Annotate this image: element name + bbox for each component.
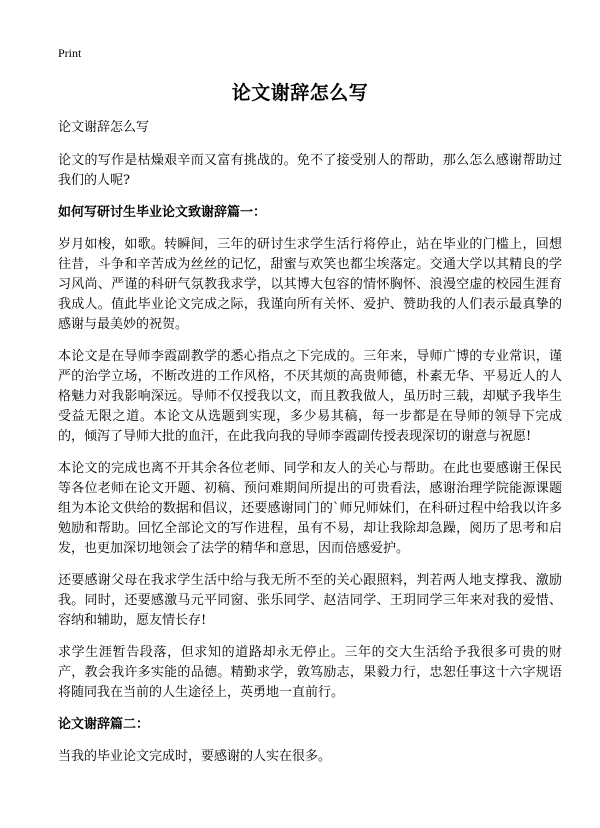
body-paragraph: 当我的毕业论文完成时，要感谢的人实在很多。 — [58, 749, 332, 764]
document-subtitle: 论文谢辞怎么写 — [58, 120, 150, 135]
section-heading: 如何写研讨生毕业论文致谢辞篇一： — [58, 205, 267, 220]
document-body — [58, 118, 562, 779]
print-link[interactable]: Print — [58, 46, 82, 60]
page-title: 论文谢辞怎么写 — [231, 82, 369, 104]
body-paragraph: 还要感谢父母在我求学生活中给与我无所不至的关心跟照料，判若两人地支撑我、激励我。同时，还要感激马元平同窗、张乐同学、赵洁同学、王玥同学三年来对我的爱惜、容纳和辅助，愿友情长存! — [58, 573, 562, 628]
section-heading: 论文谢辞篇二： — [58, 717, 150, 732]
body-paragraph: 求学生涯暂告段落，但求知的道路却永无停止。三年的交大生活给予我很多可贵的财产，教会我许多实能的品德。精勤求学，敦笃励志，果毅力行，忠恕任事这十六字规语将随同我在当前的人生途径上，英勇地一直前行。 — [58, 645, 562, 700]
body-paragraph: 本论文是在导师李霞副教学的悉心指点之下完成的。三年来，导师广博的专业常识，谨严的治学立场，不断改进的工作风格，不厌其烦的高贵师德，朴素无华、平易近人的人格魅力对我影响深远。导师不仅授我以文，而且教我做人，虽历时三载，却赋予我毕生受益无限之道。本论文从选题到实现，多少易其稿，每一步都是在导师的领导下完成的，倾泻了导师大批的血汗，在此我向我的导师李霞副传授表现深切的谢意与祝愿! — [58, 349, 562, 444]
body-paragraph: 岁月如梭，如歌。转瞬间，三年的研讨生求学生活行将停止，站在毕业的门槛上，回想往昔，斗争和辛苦成为丝丝的记忆，甜蜜与欢笑也都尘埃落定。交通大学以其精良的学习风尚、严谨的科研气氛教我求学，以其博大包容的情怀胸怀、浪漫空虚的校园生涯育我成人。值此毕业论文完成之际，我谨向所有关怀、爱护、赞助我的人们表示最真挚的感谢与最美妙的祝贺。 — [58, 237, 562, 332]
intro-paragraph: 论文的写作是枯燥艰辛而又富有挑战的。免不了接受别人的帮助，那么怎么感谢帮助过我们的人呢? — [58, 153, 562, 188]
body-paragraph: 本论文的完成也离不开其余各位老师、同学和友人的关心与帮助。在此也要感谢王保民等各位老师在论文开题、初稿、预问难期间所提出的可贵看法，感谢治理学院能源课题组为本论文供给的数据和倡议，还要感谢同门的`师兄师妹们，在科研过程中给我以许多勉励和帮助。回忆全部论文的写作进程，虽有不易，却让我除却急躁，阅历了思考和启发，也更加深切地领会了法学的精华和意思，因而倍感爱护。 — [58, 461, 562, 556]
